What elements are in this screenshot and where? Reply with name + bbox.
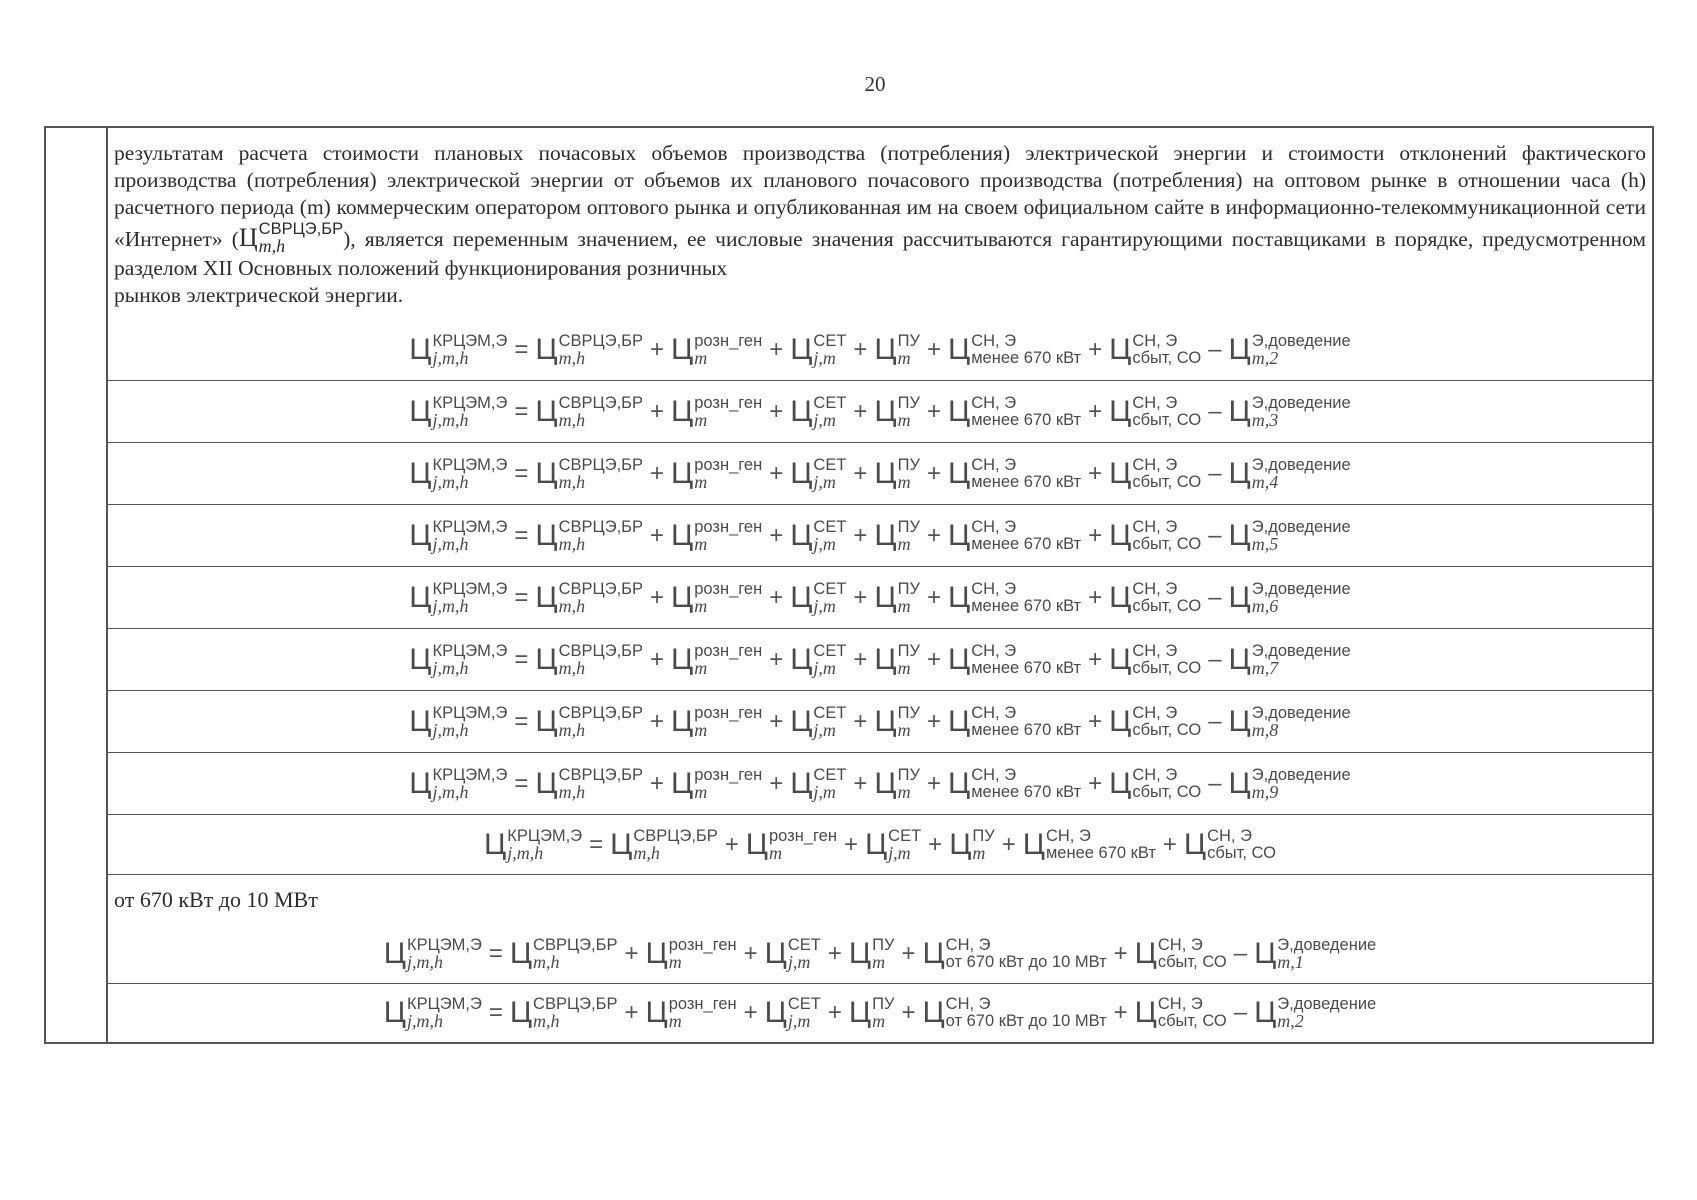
plus-sign: + [650, 335, 665, 363]
term-sbyt: Ц СН, Э сбыт, СО [1109, 641, 1202, 677]
term-dovedenie: Ц Э,доведение m,7 [1228, 641, 1351, 678]
plus-sign: + [624, 999, 639, 1026]
plus-sign: + [650, 397, 665, 425]
plus-sign: + [1088, 335, 1103, 363]
plus-sign: + [853, 583, 868, 611]
term-sbyt: Ц СН, Э сбыт, СО [1183, 826, 1276, 862]
formula [409, 333, 1350, 367]
intro-paragraph [108, 128, 1652, 319]
term-pu: Ц ПУ m [874, 765, 920, 802]
lhs-symbol: Ц КРЦЭМ,Э j,m,h [409, 765, 508, 802]
term-sbyt: Ц СН, Э сбыт, СО [1134, 995, 1227, 1030]
plus-sign: + [743, 940, 758, 967]
plus-sign: + [926, 769, 941, 797]
plus-sign: + [1088, 645, 1103, 673]
minus-sign: – [1208, 397, 1222, 425]
term-sn: Ц СН, Э менее 670 кВт [947, 703, 1082, 739]
term-dovedenie: Ц Э,доведение m,8 [1228, 703, 1351, 740]
term-rozn-gen: Ц розн_ген m [671, 765, 763, 802]
formula-group-medium [108, 925, 1652, 1042]
term-pu: Ц ПУ m [874, 517, 920, 554]
term-sn: Ц СН, Э менее 670 кВт [947, 331, 1082, 367]
plus-sign: + [853, 769, 868, 797]
plus-sign: + [926, 521, 941, 549]
term-dovedenie: Ц Э,доведение m,1 [1254, 936, 1377, 972]
plus-sign: + [1001, 830, 1016, 858]
plus-sign: + [926, 707, 941, 735]
term-sn: Ц СН, Э от 670 кВт до 10 МВт [922, 995, 1107, 1030]
term-sn: Ц СН, Э менее 670 кВт [947, 641, 1082, 677]
plus-sign: + [1162, 830, 1177, 858]
inline-price-symbol [239, 221, 343, 255]
formula [409, 395, 1350, 429]
term-set: Ц СЕТ j,m [790, 579, 847, 616]
term-sn: Ц СН, Э менее 670 кВт [947, 765, 1082, 801]
plus-sign: + [1088, 583, 1103, 611]
formula [409, 457, 1350, 491]
minus-sign: – [1208, 707, 1222, 735]
plus-sign: + [928, 830, 943, 858]
plus-sign: + [1113, 999, 1128, 1026]
equals-sign: = [488, 999, 503, 1026]
formula [409, 519, 1350, 553]
term-set: Ц СЕТ j,m [790, 641, 847, 678]
equals-sign: = [514, 769, 529, 797]
equals-sign: = [514, 397, 529, 425]
plus-sign: + [650, 707, 665, 735]
term-set: Ц СЕТ j,m [764, 936, 821, 972]
term-sbyt: Ц СН, Э сбыт, СО [1109, 517, 1202, 553]
formula-row [108, 504, 1652, 566]
minus-sign: – [1208, 459, 1222, 487]
minus-sign: – [1208, 645, 1222, 673]
plus-sign: + [650, 459, 665, 487]
term-rozn-gen: Ц розн_ген m [671, 455, 763, 492]
formula-row-no-transfer [108, 814, 1652, 874]
plus-sign: + [901, 940, 916, 967]
plus-sign: + [650, 645, 665, 673]
plus-sign: + [1113, 940, 1128, 967]
intro-text-before: результатам расчета стоимости плановых почасовых объемов производства (потребления) электрической энергии и стоимости отклонений фактического производства (потребления) электрической энергии от объемов их планового почасового производства (потребления) на оптовом рынке в отношении часа (h) расчетного периода (m) коммерческим оператором оптового рынка и опубликованная им на своем официальном сайте в информационно-телекоммуникационной сети «Интернет» ( [114, 141, 1646, 251]
minus-sign: – [1233, 999, 1248, 1026]
term-pu: Ц ПУ m [874, 641, 920, 678]
term-set: Ц СЕТ j,m [864, 826, 922, 863]
lhs-symbol: Ц КРЦЭМ,Э j,m,h [409, 641, 508, 678]
term-dovedenie: Ц Э,доведение m,9 [1228, 765, 1351, 802]
plus-sign: + [901, 999, 916, 1026]
plus-sign: + [624, 940, 639, 967]
term-pu: Ц ПУ m [874, 579, 920, 616]
term-dovedenie: Ц Э,доведение m,5 [1228, 517, 1351, 554]
section-heading: от 670 кВт до 10 МВт [108, 874, 1652, 925]
term-sn: Ц СН, Э менее 670 кВт [947, 517, 1082, 553]
plus-sign: + [650, 583, 665, 611]
table-left-column [46, 128, 108, 1042]
term-svrce: Ц СВРЦЭ,БР m,h [535, 765, 643, 802]
term-sn: Ц СН, Э менее 670 кВт [947, 455, 1082, 491]
formula [384, 996, 1376, 1030]
plus-sign: + [1088, 521, 1103, 549]
plus-sign: + [769, 459, 784, 487]
tariff-table [44, 126, 1654, 1044]
term-rozn-gen: Ц розн_ген m [671, 703, 763, 740]
term-svrce: Ц СВРЦЭ,БР m,h [535, 703, 643, 740]
formula-row [108, 380, 1652, 442]
term-pu: Ц ПУ m [874, 703, 920, 740]
term-dovedenie: Ц Э,доведение m,2 [1228, 331, 1351, 368]
intro-last-line: рынков электрической энергии. [114, 283, 404, 307]
equals-sign: = [514, 707, 529, 735]
lhs-symbol: Ц КРЦЭМ,Э j,m,h [409, 517, 508, 554]
plus-sign: + [650, 521, 665, 549]
term-svrce: Ц СВРЦЭ,БР m,h [509, 936, 618, 972]
term-pu: Ц ПУ m [848, 936, 895, 972]
term-svrce: Ц СВРЦЭ,БР m,h [535, 331, 643, 368]
term-set: Ц СЕТ j,m [764, 995, 821, 1031]
table-content [108, 128, 1652, 1042]
term-pu: Ц ПУ m [874, 393, 920, 430]
term-sn: Ц СН, Э от 670 кВт до 10 МВт [922, 936, 1107, 971]
plus-sign: + [769, 769, 784, 797]
term-sbyt: Ц СН, Э сбыт, СО [1109, 393, 1202, 429]
term-sn: Ц СН, Э менее 670 кВт [947, 393, 1082, 429]
plus-sign: + [650, 769, 665, 797]
formula-group-small [108, 319, 1652, 814]
term-rozn-gen: Ц розн_ген m [671, 393, 763, 430]
plus-sign: + [926, 397, 941, 425]
page-number: 20 [864, 72, 886, 96]
formula-row [108, 628, 1652, 690]
plus-sign: + [769, 707, 784, 735]
plus-sign: + [926, 583, 941, 611]
term-svrce: Ц СВРЦЭ,БР m,h [535, 455, 643, 492]
plus-sign: + [1088, 397, 1103, 425]
term-svrce: Ц СВРЦЭ,БР m,h [509, 995, 618, 1031]
term-dovedenie: Ц Э,доведение m,2 [1254, 995, 1377, 1031]
equals-sign: = [514, 459, 529, 487]
term-set: Ц СЕТ j,m [790, 703, 847, 740]
plus-sign: + [1088, 769, 1103, 797]
formula-row [108, 442, 1652, 504]
symbol-base: Ц [238, 223, 258, 252]
plus-sign: + [769, 645, 784, 673]
plus-sign: + [1088, 459, 1103, 487]
term-sbyt: Ц СН, Э сбыт, СО [1109, 703, 1202, 739]
equals-sign: = [514, 645, 529, 673]
formula [409, 643, 1350, 677]
term-set: Ц СЕТ j,m [790, 331, 847, 368]
formula [409, 705, 1350, 739]
equals-sign: = [514, 521, 529, 549]
formula [384, 937, 1376, 971]
term-rozn-gen: Ц розн_ген m [671, 331, 763, 368]
lhs-symbol: Ц КРЦЭМ,Э j,m,h [409, 579, 508, 616]
term-sbyt: Ц СН, Э сбыт, СО [1109, 331, 1202, 367]
symbol-sup: СВРЦЭ,БР [258, 220, 344, 238]
minus-sign: – [1208, 769, 1222, 797]
term-dovedenie: Ц Э,доведение m,4 [1228, 455, 1351, 492]
formula-row [108, 983, 1652, 1042]
plus-sign: + [769, 583, 784, 611]
plus-sign: + [926, 645, 941, 673]
term-sn: Ц СН, Э менее 670 кВт [1022, 826, 1156, 862]
term-sbyt: Ц СН, Э сбыт, СО [1109, 765, 1202, 801]
formula-row [108, 566, 1652, 628]
term-rozn-gen: Ц розн_ген m [645, 936, 737, 972]
equals-sign: = [514, 335, 529, 363]
plus-sign: + [769, 397, 784, 425]
term-pu: Ц ПУ m [874, 455, 920, 492]
term-pu: Ц ПУ m [874, 331, 920, 368]
plus-sign: + [769, 335, 784, 363]
formula-row [108, 752, 1652, 814]
minus-sign: – [1208, 335, 1222, 363]
formula [409, 767, 1350, 801]
plus-sign: + [926, 459, 941, 487]
term-sbyt: Ц СН, Э сбыт, СО [1109, 455, 1202, 491]
term-dovedenie: Ц Э,доведение m,6 [1228, 579, 1351, 616]
term-svrce: Ц СВРЦЭ,БР m,h [535, 517, 643, 554]
plus-sign: + [926, 335, 941, 363]
plus-sign: + [853, 459, 868, 487]
minus-sign: – [1208, 583, 1222, 611]
term-sn: Ц СН, Э менее 670 кВт [947, 579, 1082, 615]
term-svrce: Ц СВРЦЭ,БР m,h [535, 579, 643, 616]
term-rozn-gen: Ц розн_ген m [745, 826, 837, 863]
lhs-symbol: Ц КРЦЭМ,Э j,m,h [484, 826, 583, 863]
term-sbyt: Ц СН, Э сбыт, СО [1109, 579, 1202, 615]
lhs-symbol: Ц КРЦЭМ,Э j,m,h [383, 936, 482, 972]
term-set: Ц СЕТ j,m [790, 393, 847, 430]
term-rozn-gen: Ц розн_ген m [671, 641, 763, 678]
plus-sign: + [853, 707, 868, 735]
plus-sign: + [853, 335, 868, 363]
term-svrce: Ц СВРЦЭ,БР m,h [610, 826, 718, 863]
lhs-symbol: Ц КРЦЭМ,Э j,m,h [409, 331, 508, 368]
plus-sign: + [743, 999, 758, 1026]
minus-sign: – [1233, 940, 1248, 967]
term-rozn-gen: Ц розн_ген m [645, 995, 737, 1031]
lhs-symbol: Ц КРЦЭМ,Э j,m,h [409, 455, 508, 492]
plus-sign: + [827, 940, 842, 967]
formula [409, 581, 1350, 615]
term-svrce: Ц СВРЦЭ,БР m,h [535, 393, 643, 430]
equals-sign: = [514, 583, 529, 611]
formula-row [108, 690, 1652, 752]
term-set: Ц СЕТ j,m [790, 455, 847, 492]
plus-sign: + [843, 830, 858, 858]
term-svrce: Ц СВРЦЭ,БР m,h [535, 641, 643, 678]
lhs-symbol: Ц КРЦЭМ,Э j,m,h [383, 995, 482, 1031]
term-rozn-gen: Ц розн_ген m [671, 517, 763, 554]
plus-sign: + [853, 645, 868, 673]
plus-sign: + [853, 397, 868, 425]
plus-sign: + [827, 999, 842, 1026]
plus-sign: + [724, 830, 739, 858]
term-sbyt: Ц СН, Э сбыт, СО [1134, 936, 1227, 971]
lhs-symbol: Ц КРЦЭМ,Э j,m,h [409, 393, 508, 430]
minus-sign: – [1208, 521, 1222, 549]
plus-sign: + [1088, 707, 1103, 735]
plus-sign: + [853, 521, 868, 549]
term-set: Ц СЕТ j,m [790, 765, 847, 802]
term-pu: Ц ПУ m [848, 995, 895, 1031]
intro-text-after: ), является переменным значением, ее числовые значения рассчитываются гарантирующими поставщиками в порядке, предусмотренном разделом XII Основных положений функционирования розничных [114, 227, 1646, 280]
term-rozn-gen: Ц розн_ген m [671, 579, 763, 616]
term-pu: Ц ПУ m [949, 826, 995, 863]
lhs-symbol: Ц КРЦЭМ,Э j,m,h [409, 703, 508, 740]
equals-sign: = [488, 940, 503, 967]
term-set: Ц СЕТ j,m [790, 517, 847, 554]
term-dovedenie: Ц Э,доведение m,3 [1228, 393, 1351, 430]
symbol-sub: m,h [258, 236, 286, 256]
formula [484, 828, 1276, 862]
plus-sign: + [769, 521, 784, 549]
equals-sign: = [589, 830, 604, 858]
formula-row [108, 925, 1652, 983]
formula-row [108, 319, 1652, 380]
